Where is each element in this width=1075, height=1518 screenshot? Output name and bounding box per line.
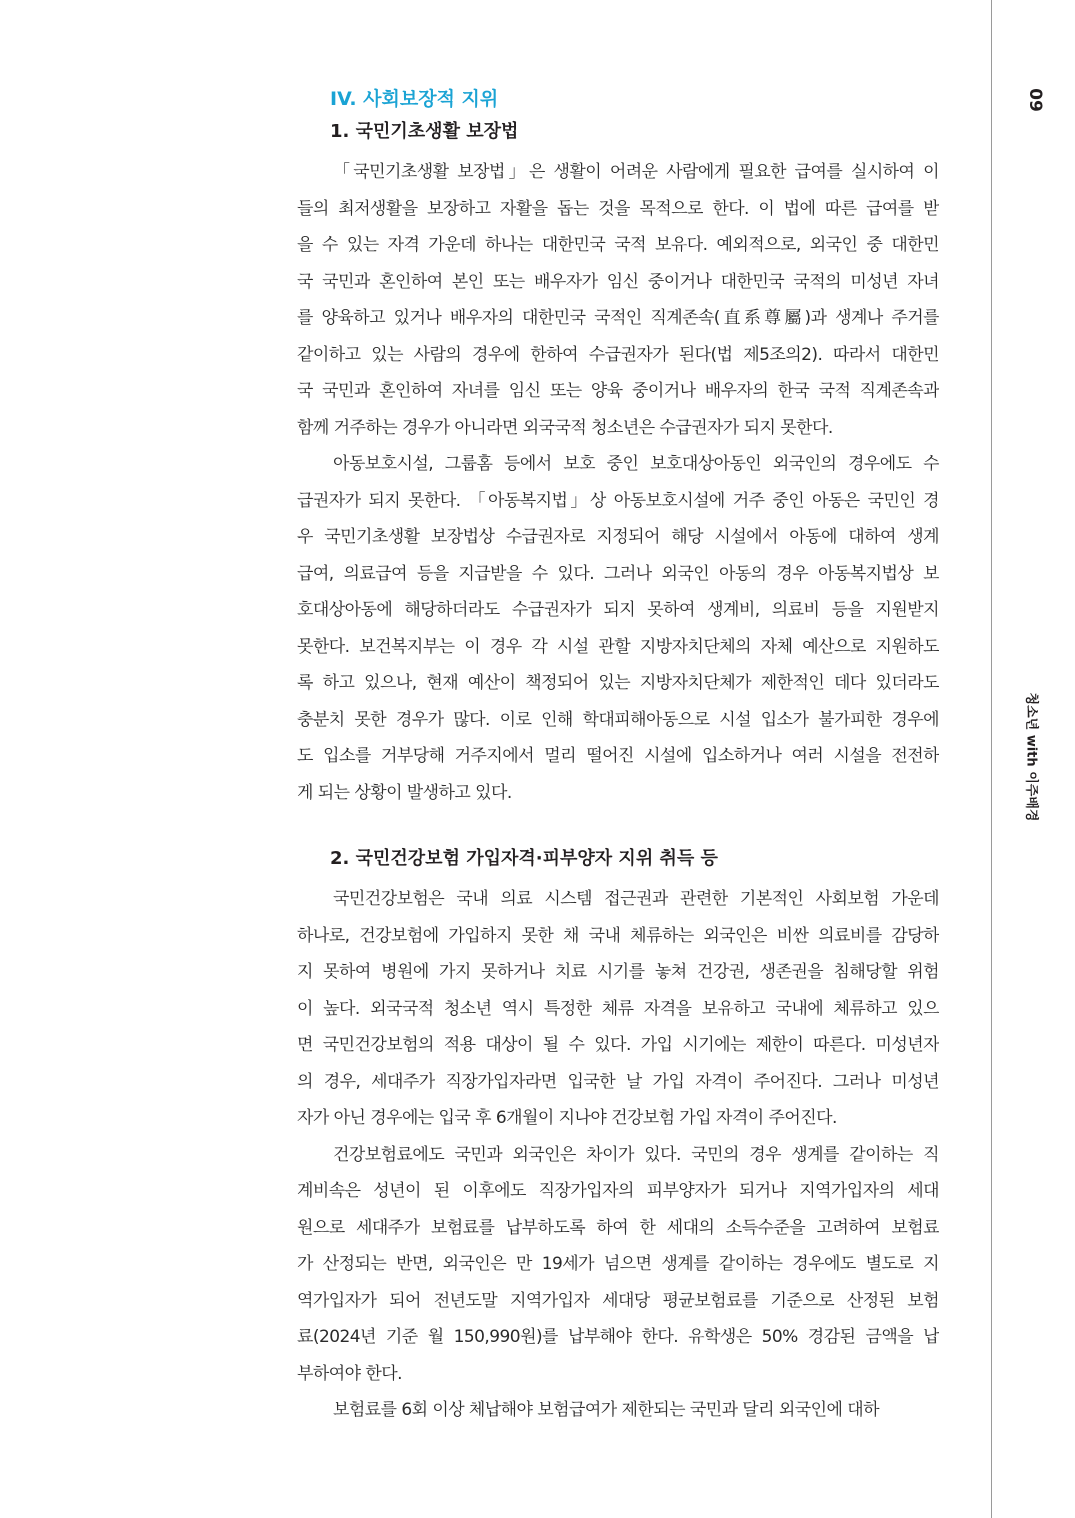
margin-divider-line bbox=[991, 0, 992, 1518]
text-line: 호대상아동에 해당하더라도 수급권자가 되지 못하여 생계비, 의료비 등을 지원받지 bbox=[297, 600, 939, 620]
text-line: 지 못하여 병원에 가지 못하거나 치료 시기를 놓쳐 건강권, 생존권을 침해당할 위험 bbox=[297, 962, 939, 982]
text-line: 아동보호시설, 그룹홈 등에서 보호 중인 보호대상아동인 외국인의 경우에도 수 bbox=[333, 454, 939, 474]
text-line: 을 수 있는 자격 가운데 하나는 대한민국 국적 보유다. 예외적으로, 외국인 중 대한민 bbox=[297, 235, 939, 255]
text-line: 계비속은 성년이 된 이후에도 직장가입자의 피부양자가 되거나 지역가입자의 세대 bbox=[297, 1181, 939, 1201]
text-line: 면 국민건강보험의 적용 대상이 될 수 있다. 가입 시기에는 제한이 따른다. 미성년자 bbox=[297, 1035, 939, 1055]
text-line: 국 국민과 혼인하여 본인 또는 배우자가 임신 중이거나 대한민국 국적의 미성년 자녀 bbox=[297, 272, 939, 292]
text-line: 국민건강보험은 국내 의료 시스템 접근권과 관련한 기본적인 사회보험 가운데 bbox=[333, 889, 939, 909]
text-line: 부하여야 한다. bbox=[297, 1364, 402, 1384]
text-line: 이 높다. 외국국적 청소년 역시 특정한 체류 자격을 보유하고 국내에 체류하고 있으 bbox=[297, 999, 939, 1019]
section-heading: 1. 국민기초생활 보장법 bbox=[330, 121, 519, 142]
text-line: 를 양육하고 있거나 배우자의 대한민국 국적인 직계존속(直系尊屬)과 생계나 주거를 bbox=[297, 308, 939, 328]
text-line: 급권자가 되지 못한다. 「아동복지법」상 아동보호시설에 거주 중인 아동은 국민인 경 bbox=[297, 491, 939, 511]
page-number: 09 bbox=[1025, 88, 1045, 112]
text-line: 도 입소를 거부당해 거주지에서 멀리 떨어진 시설에 입소하거나 여러 시설을 전전하 bbox=[297, 746, 939, 766]
text-line: 가 산정되는 반면, 외국인은 만 19세가 넘으면 생계를 같이하는 경우에도 별도로 지 bbox=[297, 1254, 939, 1274]
section-heading: 2. 국민건강보험 가입자격·피부양자 지위 취득 등 bbox=[330, 848, 718, 869]
text-line: 급여, 의료급여 등을 지급받을 수 있다. 그러나 외국인 아동의 경우 아동복지법상 보 bbox=[297, 564, 939, 584]
text-line: 역가입자가 되어 전년도말 지역가입자 세대당 평균보험료를 기준으로 산정된 보험 bbox=[297, 1291, 939, 1311]
text-line: 건강보험료에도 국민과 외국인은 차이가 있다. 국민의 경우 생계를 같이하는 직 bbox=[333, 1145, 939, 1165]
chapter-title: IV. 사회보장적 지위 bbox=[330, 88, 499, 110]
text-line: 료(2024년 기준 월 150,990원)를 납부해야 한다. 유학생은 50% 경감된 금액을 납 bbox=[297, 1327, 939, 1347]
text-line: 들의 최저생활을 보장하고 자활을 돕는 것을 목적으로 한다. 이 법에 따른 급여를 받 bbox=[297, 199, 939, 219]
running-title-text: 청소년 with 이주배경 bbox=[1023, 692, 1039, 822]
text-line: 록 하고 있으나, 현재 예산이 책정되어 있는 지방자치단체가 제한적인 데다 있더라도 bbox=[297, 673, 939, 693]
text-line: 자가 아닌 경우에는 입국 후 6개월이 지나야 건강보험 가입 자격이 주어진다. bbox=[297, 1108, 837, 1128]
text-line: 함께 거주하는 경우가 아니라면 외국국적 청소년은 수급권자가 되지 못한다. bbox=[297, 418, 833, 438]
text-line: 못한다. 보건복지부는 이 경우 각 시설 관할 지방자치단체의 자체 예산으로 지원하도 bbox=[297, 637, 939, 657]
text-line: 같이하고 있는 사람의 경우에 한하여 수급권자가 된다(법 제5조의2). 따라서 대한민 bbox=[297, 345, 939, 365]
text-line: 우 국민기초생활 보장법상 수급권자로 지정되어 해당 시설에서 아동에 대하여 생계 bbox=[297, 527, 939, 547]
text-line: 보험료를 6회 이상 체납해야 보험급여가 제한되는 국민과 달리 외국인에 대하 bbox=[333, 1400, 879, 1420]
text-line: 국 국민과 혼인하여 자녀를 임신 또는 양육 중이거나 배우자의 한국 국적 직계존속과 bbox=[297, 381, 939, 401]
text-line: 원으로 세대주가 보험료를 납부하도록 하여 한 세대의 소득수준을 고려하여 보험료 bbox=[297, 1218, 939, 1238]
text-line: 「국민기초생활 보장법」은 생활이 어려운 사람에게 필요한 급여를 실시하여 이 bbox=[333, 162, 939, 182]
text-line: 게 되는 상황이 발생하고 있다. bbox=[297, 783, 512, 803]
text-line: 의 경우, 세대주가 직장가입자라면 입국한 날 가입 자격이 주어진다. 그러나 미성년 bbox=[297, 1072, 939, 1092]
text-line: 충분치 못한 경우가 많다. 이로 인해 학대피해아동으로 시설 입소가 불가피한 경우에 bbox=[297, 710, 939, 730]
text-line: 하나로, 건강보험에 가입하지 못한 채 국내 체류하는 외국인은 비싼 의료비를 감당하 bbox=[297, 926, 939, 946]
